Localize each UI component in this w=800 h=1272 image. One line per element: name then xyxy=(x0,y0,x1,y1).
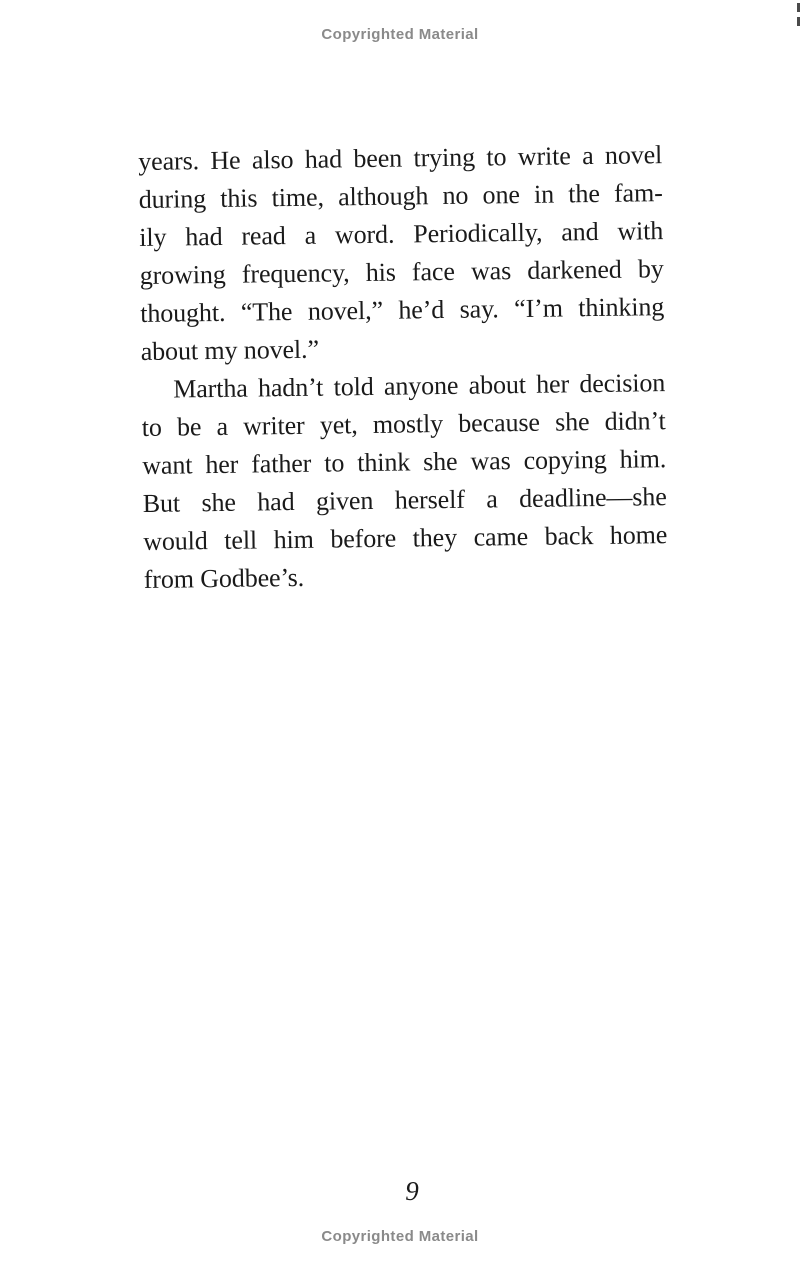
text-line: Martha hadn’t told anyone about her decision xyxy=(173,368,666,404)
text-line: want her father to think she was copying him. xyxy=(142,444,667,480)
text-line: about my novel.” xyxy=(140,334,320,366)
copyright-notice-bottom: Copyrighted Material xyxy=(321,1228,479,1245)
text-line: from Godbee’s. xyxy=(143,562,305,594)
text-line: years. He also had been trying to write a novel xyxy=(138,140,663,176)
paragraph xyxy=(141,364,668,599)
text-line: ily had read a word. Periodically, and with xyxy=(139,216,664,252)
paragraph xyxy=(138,136,665,371)
text-line: growing frequency, his face was darkened by xyxy=(139,254,664,290)
text-line: during this time, although no one in the fam- xyxy=(138,178,663,214)
text-line: But she had given herself a deadline—she xyxy=(142,482,667,518)
text-line: would tell him before they came back home xyxy=(143,520,668,556)
text-line: thought. “The novel,” he’d say. “I’m thinking xyxy=(140,292,665,328)
copyright-notice-top: Copyrighted Material xyxy=(321,26,479,43)
page-number: 9 xyxy=(405,1176,419,1206)
text-line: to be a writer yet, mostly because she didn’t xyxy=(141,406,666,442)
body-text-block xyxy=(138,136,668,599)
